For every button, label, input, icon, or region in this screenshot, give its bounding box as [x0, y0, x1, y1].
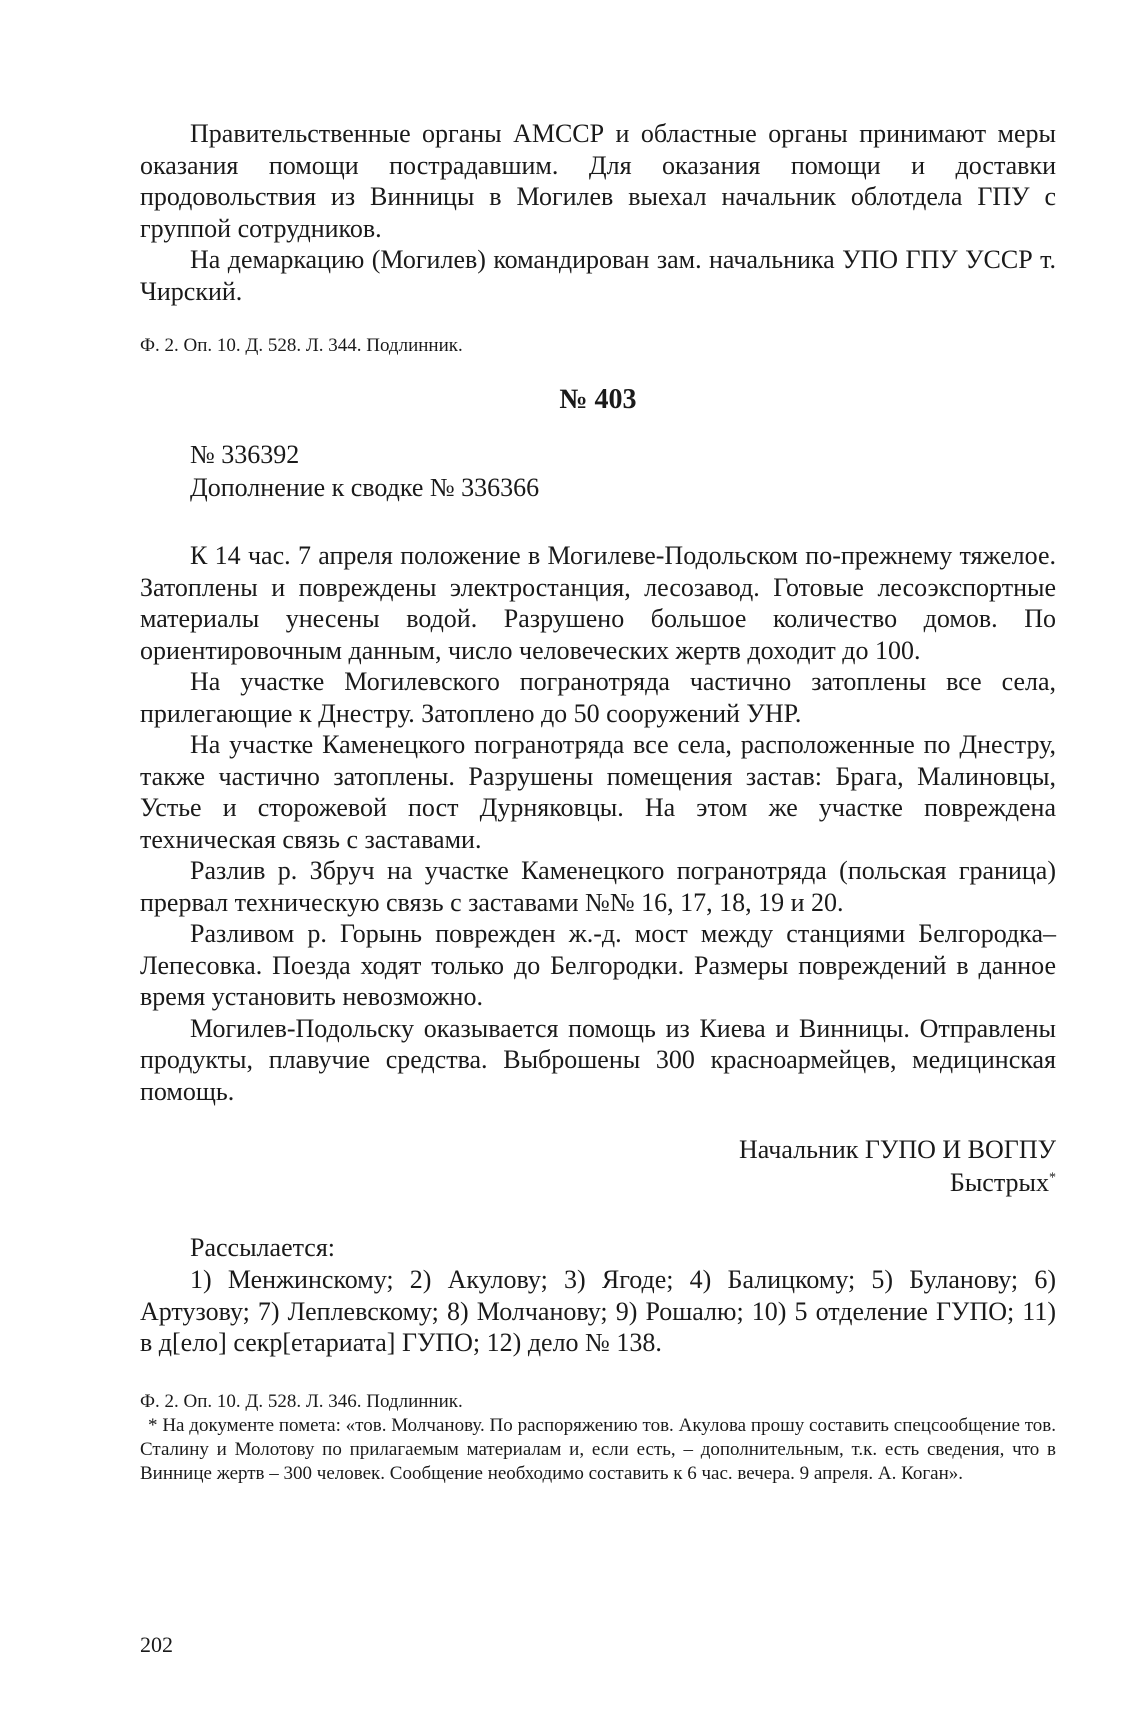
distribution-list: 1) Менжинскому; 2) Акулову; 3) Ягоде; 4) Балицкому; 5) Буланову; 6) Артузову; 7) Леплевскому; 8) Молчанову; 9) Рошалю; 10) 5 отделение ГУПО; 11) в д[ело] секр[етариата] ГУПО; 12) дело № 138.	[140, 1265, 1056, 1357]
intro-paragraph-1: Правительственные органы АМССР и областные органы принимают меры оказания помощи пострадавшим. Для оказания помощи и доставки продовольствия из Винницы в Могилев выехал начальник облотдела ГПУ с группой сотрудников.	[140, 119, 1056, 243]
footnote-text: * На документе помета: «тов. Молчанову. По распоряжению тов. Акулова прошу составить спецсообщение тов. Сталину и Молотову по прилагаемым материалам и, если есть, – дополнительным, т.к. есть сведения, что в Виннице жертв – 300 человек. Сообщение необходимо составить к 6 час. вечера. 9 апреля. А. Коган».	[140, 1414, 1056, 1484]
body-paragraph-6: Могилев-Подольску оказывается помощь из Киева и Винницы. Отправлены продукты, плавучие средства. Выброшены 300 красноармейцев, медицинская помощь.	[140, 1013, 1056, 1106]
intro-archive-source: Ф. 2. Оп. 10. Д. 528. Л. 344. Подлинник.	[140, 335, 463, 356]
document-header	[140, 438, 1056, 504]
body-paragraph-5: Разливом р. Горынь поврежден ж.-д. мост между станциями Белгородка–Лепесовка. Поезда ходят только до Белгородки. Размеры повреждений в данное время установить невозможно.	[140, 919, 1056, 1011]
body-paragraph-2: На участке Могилевского погранотряда частично затоплены все села, прилегающие к Днестру. Затоплено до 50 сооружений УНР.	[140, 667, 1056, 728]
signature-title: Начальник ГУПО И ВОГПУ	[738, 1135, 1056, 1164]
document-ref-title: Дополнение к сводке № 336366	[190, 473, 540, 502]
page-number: 202	[140, 1632, 173, 1657]
body-paragraph-3: На участке Каменецкого погранотряда все села, расположенные по Днестру, также частично затоплены. Разрушены помещения застав: Брага, Малиновцы, Устье и сторожевой пост Дурняковцы. На этом же участке повреждена техническая связь с заставами.	[140, 730, 1056, 854]
distribution-label: Рассылается:	[190, 1233, 336, 1262]
document-archive-source: Ф. 2. Оп. 10. Д. 528. Л. 346. Подлинник.	[140, 1390, 463, 1412]
document-number: № 403	[559, 384, 637, 415]
signature-name: Быстрых	[949, 1168, 1049, 1197]
body-paragraph-4: Разлив р. Збруч на участке Каменецкого погранотряда (польская граница) прервал техническую связь с заставами №№ 16, 17, 18, 19 и 20.	[140, 856, 1056, 917]
document-body	[140, 540, 1056, 1107]
footnote-marker: *	[1049, 1170, 1056, 1186]
document-ref-number: № 336392	[190, 440, 300, 469]
page-content	[140, 118, 1056, 1486]
intro-paragraph-2: На демаркацию (Могилев) командирован зам. начальника УПО ГПУ УССР т. Чирский.	[140, 245, 1056, 306]
footnote-block	[140, 1389, 1056, 1486]
signature-name-line	[140, 1166, 1056, 1199]
body-paragraph-1: К 14 час. 7 апреля положение в Могилеве-Подольском по-прежнему тяжелое. Затоплены и повреждены электростанция, лесозавод. Готовые лесоэкспортные материалы унесены водой. Разрушено большое количество домов. По ориентировочным данным, число человеческих жертв доходит до 100.	[140, 541, 1056, 665]
signature-block	[140, 1133, 1056, 1199]
